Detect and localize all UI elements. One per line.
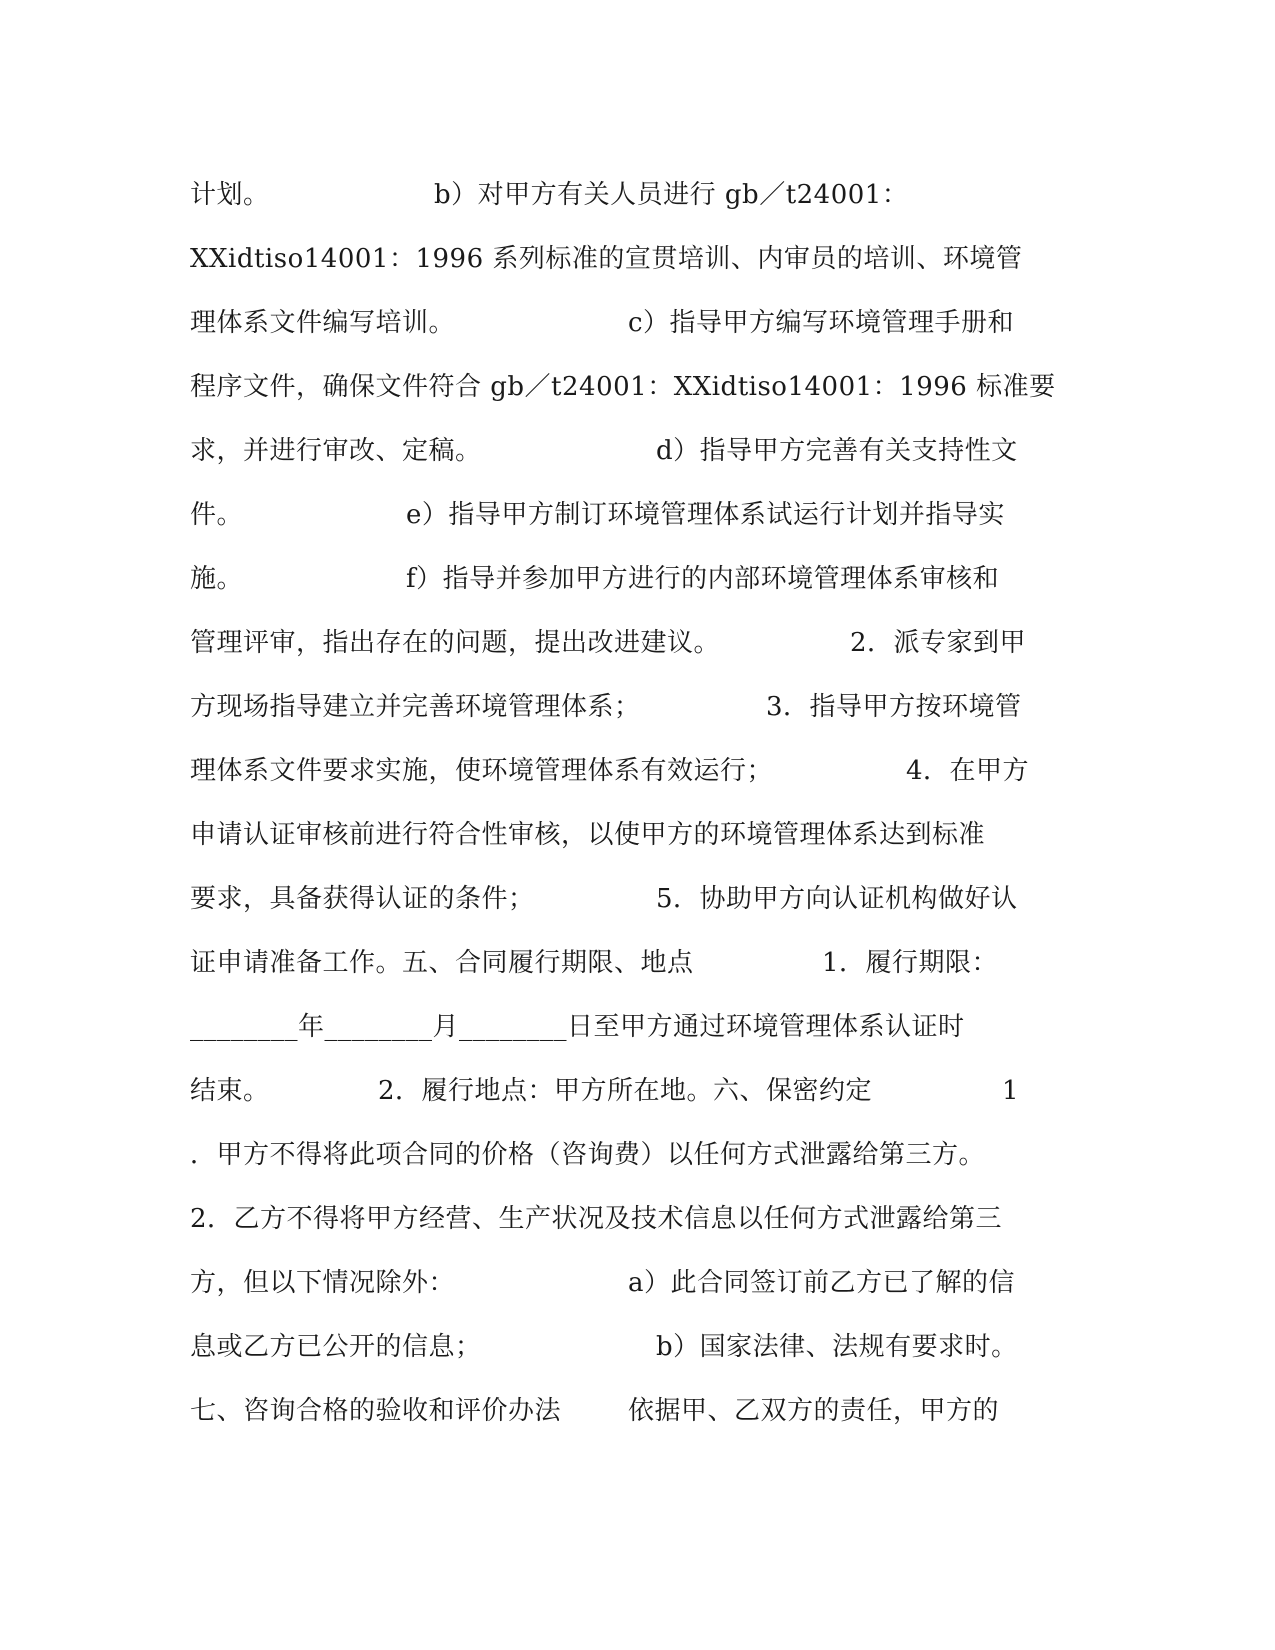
text-segment: 要求，具备获得认证的条件；	[190, 884, 535, 914]
text-segment: b）对甲方有关人员进行 gb／t24001：	[434, 180, 909, 210]
text-segment: f）指导并参加甲方进行的内部环境管理体系审核和	[406, 564, 1000, 594]
text-line	[190, 675, 1080, 739]
text-line	[190, 995, 1080, 1059]
text-line	[190, 547, 1080, 611]
text-segment: 2．履行地点：甲方所在地。六、保密约定	[378, 1076, 873, 1106]
text-line	[190, 739, 1080, 803]
text-segment: 理体系文件要求实施，使环境管理体系有效运行；	[190, 756, 774, 786]
text-segment: d）指导甲方完善有关支持性文	[656, 436, 1018, 466]
text-line	[190, 611, 1080, 675]
text-line	[190, 803, 1080, 867]
text-segment: 计划。	[190, 180, 270, 210]
text-line	[190, 867, 1080, 931]
text-segment: 息或乙方已公开的信息；	[190, 1332, 482, 1362]
text-segment: ________年________月________日至甲方通过环境管理体系认证时	[190, 1012, 965, 1042]
text-segment: 依据甲、乙双方的责任，甲方的	[628, 1396, 1000, 1426]
text-segment: e）指导甲方制订环境管理体系试运行计划并指导实	[406, 500, 1005, 530]
text-segment: 管理评审，指出存在的问题，提出改进建议。	[190, 628, 721, 658]
text-segment: c）指导甲方编写环境管理手册和	[628, 308, 1015, 338]
text-line	[190, 1059, 1080, 1123]
text-segment: b）国家法律、法规有要求时。	[656, 1332, 1018, 1362]
text-segment: 4．在甲方	[906, 756, 1030, 786]
text-segment: 方现场指导建立并完善环境管理体系；	[190, 692, 641, 722]
text-segment: 程序文件，确保文件符合 gb／t24001：XXidtiso14001：1996 标准要	[190, 372, 1056, 402]
text-segment: XXidtiso14001：1996 系列标准的宣贯培训、内审员的培训、环境管	[190, 244, 1023, 274]
text-line	[190, 483, 1080, 547]
contract-body-text	[190, 163, 1080, 1443]
text-segment: 1	[1002, 1076, 1020, 1106]
text-segment: ．甲方不得将此项合同的价格（咨询费）以任何方式泄露给第三方。	[190, 1140, 986, 1170]
text-segment: 件。	[190, 500, 244, 530]
text-line	[190, 1123, 1080, 1187]
text-line	[190, 1315, 1080, 1379]
text-segment: 2．乙方不得将甲方经营、生产状况及技术信息以任何方式泄露给第三	[190, 1204, 1003, 1234]
text-line	[190, 291, 1080, 355]
text-line	[190, 163, 1080, 227]
text-line	[190, 1251, 1080, 1315]
text-segment: 1．履行期限：	[822, 948, 999, 978]
text-segment: 5．协助甲方向认证机构做好认	[656, 884, 1018, 914]
text-segment: a）此合同签订前乙方已了解的信	[628, 1268, 1016, 1298]
text-segment: 理体系文件编写培训。	[190, 308, 456, 338]
text-line	[190, 931, 1080, 995]
text-segment: 3．指导甲方按环境管	[766, 692, 1022, 722]
text-segment: 结束。	[190, 1076, 270, 1106]
text-segment: 申请认证审核前进行符合性审核，以使甲方的环境管理体系达到标准	[190, 820, 986, 850]
text-line	[190, 227, 1080, 291]
text-segment: 证申请准备工作。五、合同履行期限、地点	[190, 948, 694, 978]
text-segment: 施。	[190, 564, 244, 594]
text-segment: 方，但以下情况除外：	[190, 1268, 456, 1298]
text-line	[190, 355, 1080, 419]
text-line	[190, 1187, 1080, 1251]
text-segment: 求，并进行审改、定稿。	[190, 436, 482, 466]
text-line	[190, 419, 1080, 483]
text-segment: 七、咨询合格的验收和评价办法	[190, 1396, 562, 1426]
text-line	[190, 1379, 1080, 1443]
text-segment: 2．派专家到甲	[850, 628, 1027, 658]
